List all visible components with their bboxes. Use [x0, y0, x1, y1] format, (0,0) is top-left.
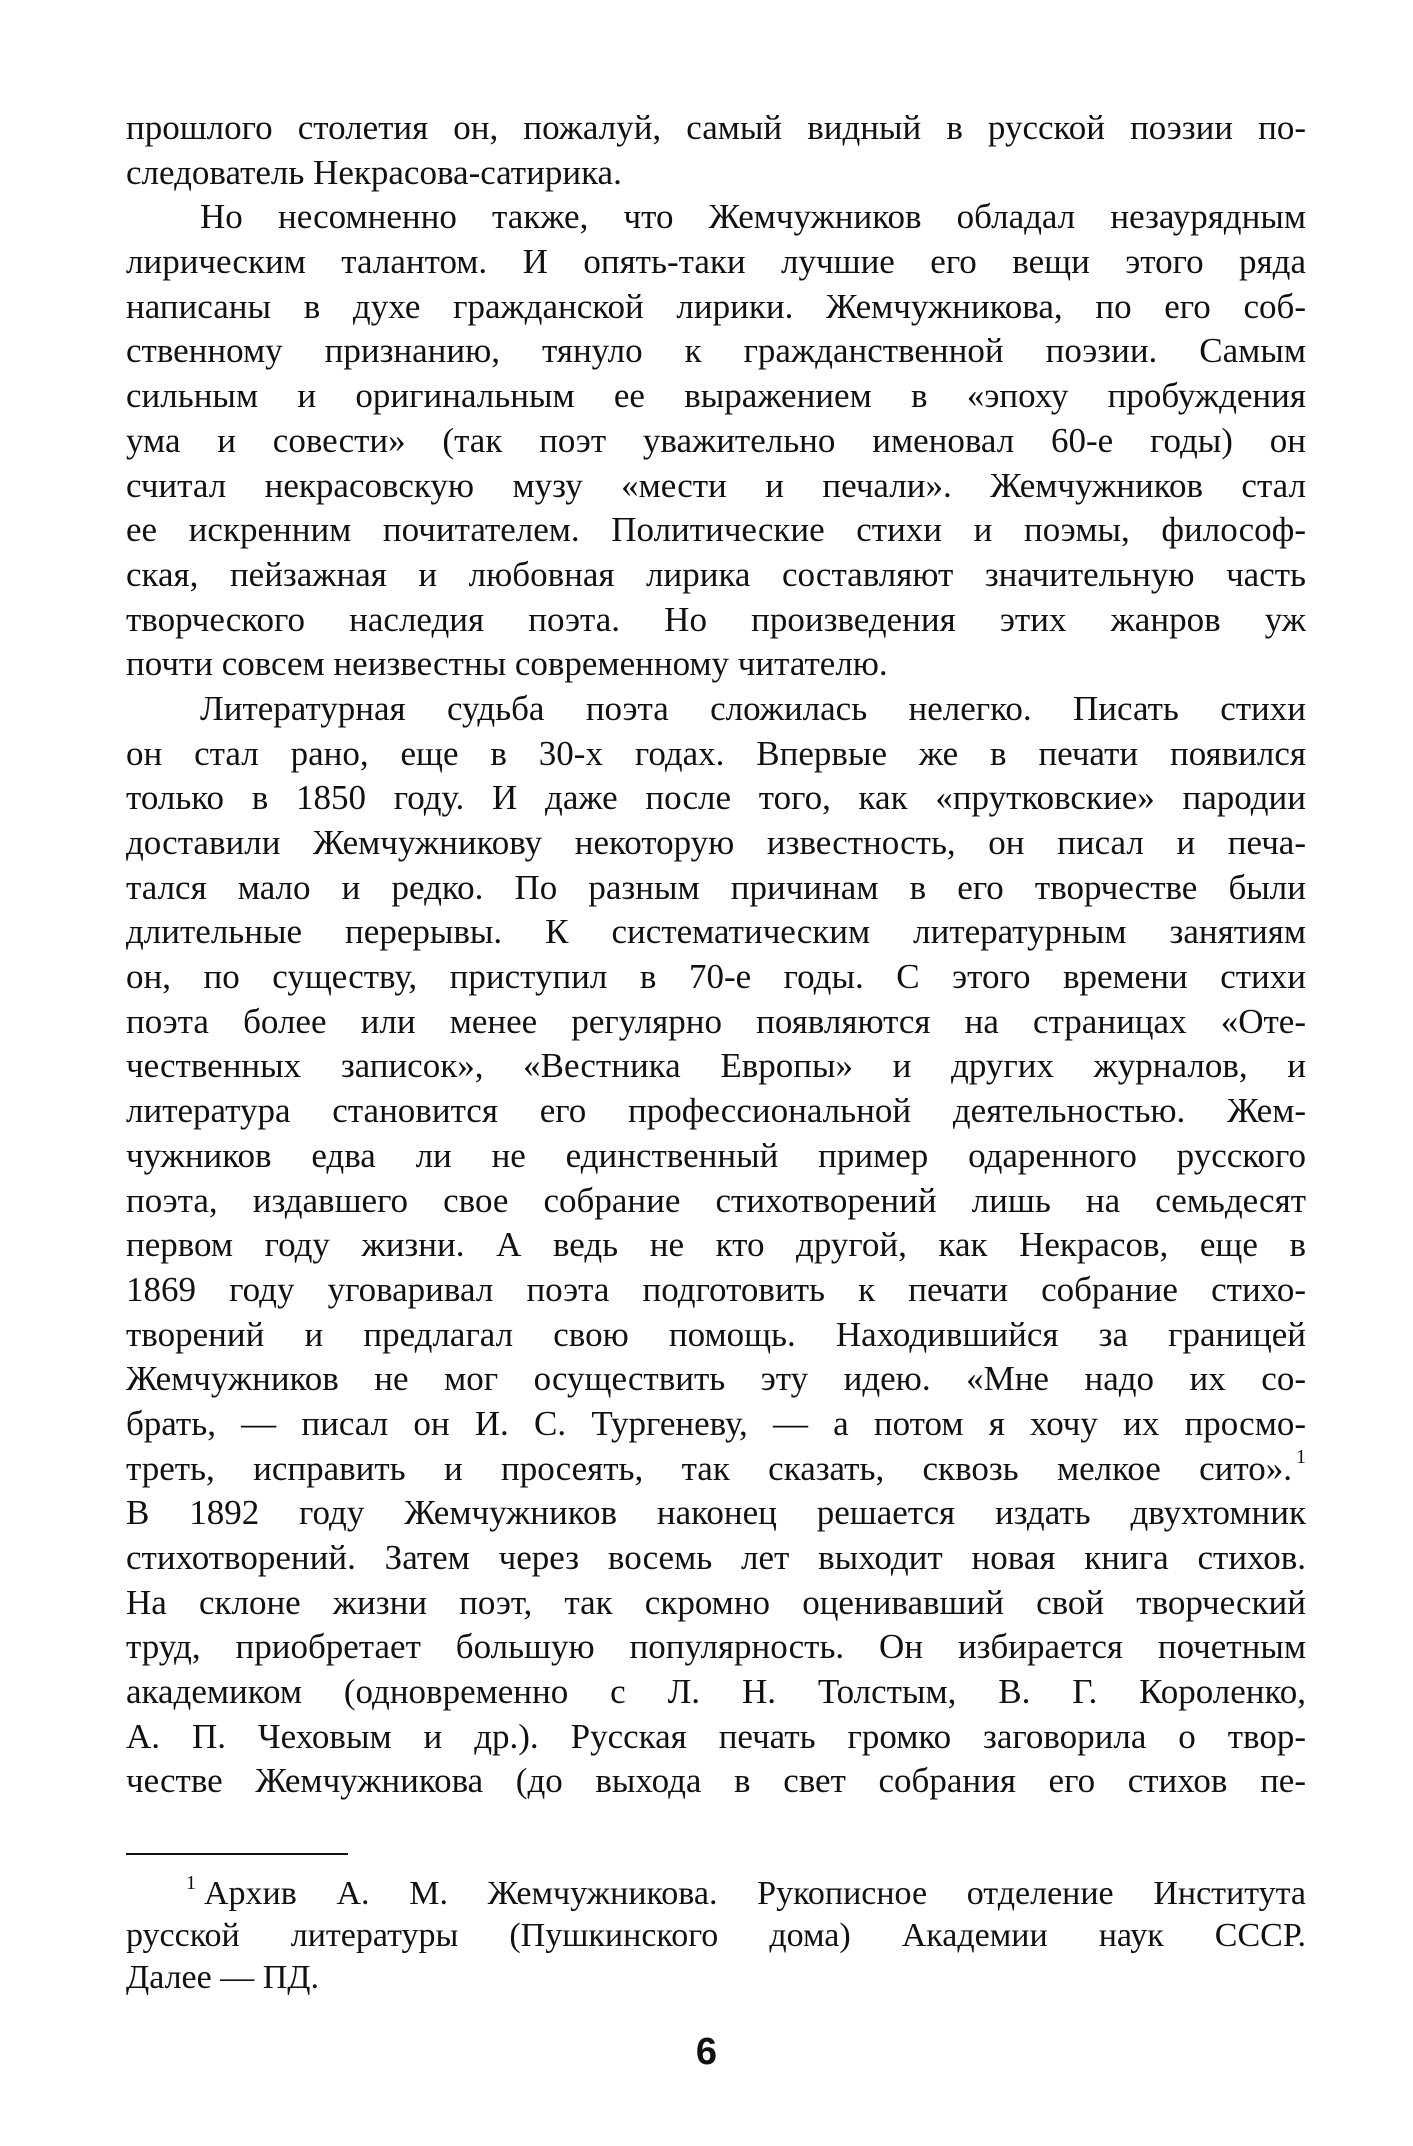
text-line: длительные перерывы. К систематическим литературным занятиям — [126, 912, 1306, 952]
text-line: 1869 году уговаривал поэта подготовить к печати собрание стихо- — [126, 1269, 1306, 1309]
text-line: честве Жемчужникова (до выхода в свет собрания его стихов пе- — [126, 1761, 1306, 1801]
text-line: А. П. Чеховым и др.). Русская печать громко заговорила о твор- — [126, 1716, 1306, 1756]
footnote-line: русской литературы (Пушкинского дома) Академии наук СССР. — [126, 1917, 1306, 1954]
text-line: ума и совести» (так поэт уважительно именовал 60-е годы) он — [126, 420, 1306, 460]
text-line: прошлого столетия он, пожалуй, самый видный в русской поэзии по- — [126, 108, 1306, 147]
footnote-marker: 1 — [186, 1872, 196, 1894]
text-line-with-footnote-ref — [126, 1447, 1306, 1492]
text-line: только в 1850 году. И даже после того, как «прутковские» пародии — [126, 778, 1306, 818]
text-line: творческого наследия поэта. Но произведения этих жанров уж — [126, 599, 1306, 639]
paragraph-first-line: Но несомненно также, что Жемчужников обладал незаурядным — [200, 197, 1306, 237]
text-line: литература становится его профессиональной деятельностью. Жем- — [126, 1091, 1306, 1131]
text-line: чественных записок», «Вестника Европы» и других журналов, и — [126, 1046, 1306, 1086]
text-line: ская, пейзажная и любовная лирика составляют значительную часть — [126, 554, 1306, 594]
page-number: 6 — [695, 2031, 718, 2073]
text-line: В 1892 году Жемчужников наконец решается издать двухтомник — [126, 1493, 1306, 1533]
text-line-content: треть, исправить и просеять, так сказать, сквозь мелкое сито». — [126, 1448, 1292, 1488]
text-line: труд, приобретает большую популярность. Он избирается почетным — [126, 1627, 1306, 1667]
text-line: тался мало и редко. По разным причинам в его творчестве были — [126, 867, 1306, 907]
text-line: лирическим талантом. И опять-таки лучшие его вещи этого ряда — [126, 242, 1306, 282]
text-line: академиком (одновременно с Л. Н. Толстым, В. Г. Короленко, — [126, 1672, 1306, 1712]
footnote-reference[interactable]: 1 — [1296, 1445, 1306, 1468]
footnote-text: Архив А. М. Жемчужникова. Рукописное отделение Института — [204, 1875, 1306, 1912]
text-line: творений и предлагал свою помощь. Находившийся за границей — [126, 1314, 1306, 1354]
text-line: чужников едва ли не единственный пример одаренного русского — [126, 1135, 1306, 1175]
footnote-first-line — [126, 1873, 1306, 1915]
text-line: поэта, издавшего свое собрание стихотворений лишь на семьдесят — [126, 1180, 1306, 1220]
paragraph-first-line: Литературная судьба поэта сложилась нелегко. Писать стихи — [200, 688, 1306, 728]
text-line: брать, — писал он И. С. Тургеневу, — а потом я хочу их просмо- — [126, 1403, 1306, 1443]
text-line: сильным и оригинальным ее выражением в «эпоху пробуждения — [126, 376, 1306, 416]
footnote — [126, 1873, 1306, 1999]
footnote-divider — [126, 1853, 348, 1855]
text-line: следователь Некрасова-сатирика. — [126, 152, 622, 192]
footnote-line: Далее — ПД. — [126, 1959, 319, 1996]
text-line: стихотворений. Затем через восемь лет выходит новая книга стихов. — [126, 1538, 1306, 1577]
text-line: почти совсем неизвестны современному читателю. — [126, 644, 888, 684]
text-line: доставили Жемчужникову некоторую известность, он писал и печа- — [126, 823, 1306, 862]
text-line: считал некрасовскую музу «мести и печали». Жемчужников стал — [126, 465, 1306, 505]
text-line: ственному признанию, тянуло к гражданственной поэзии. Самым — [126, 331, 1306, 371]
text-line: первом году жизни. А ведь не кто другой, как Некрасов, еще в — [126, 1225, 1306, 1265]
text-line: На склоне жизни поэт, так скромно оценивавший свой творческий — [126, 1582, 1306, 1622]
text-line: он стал рано, еще в 30-х годах. Впервые же в печати появился — [126, 733, 1306, 773]
text-line: ее искренним почитателем. Политические стихи и поэмы, философ- — [126, 510, 1306, 550]
text-line: он, по существу, приступил в 70-е годы. С этого времени стихи — [126, 957, 1306, 997]
text-line: Жемчужников не мог осуществить эту идею. «Мне надо их со- — [126, 1359, 1306, 1399]
main-text — [126, 106, 1306, 1804]
text-line: написаны в духе гражданской лирики. Жемчужникова, по его соб- — [126, 286, 1306, 326]
text-line: поэта более или менее регулярно появляются на страницах «Оте- — [126, 1001, 1306, 1041]
